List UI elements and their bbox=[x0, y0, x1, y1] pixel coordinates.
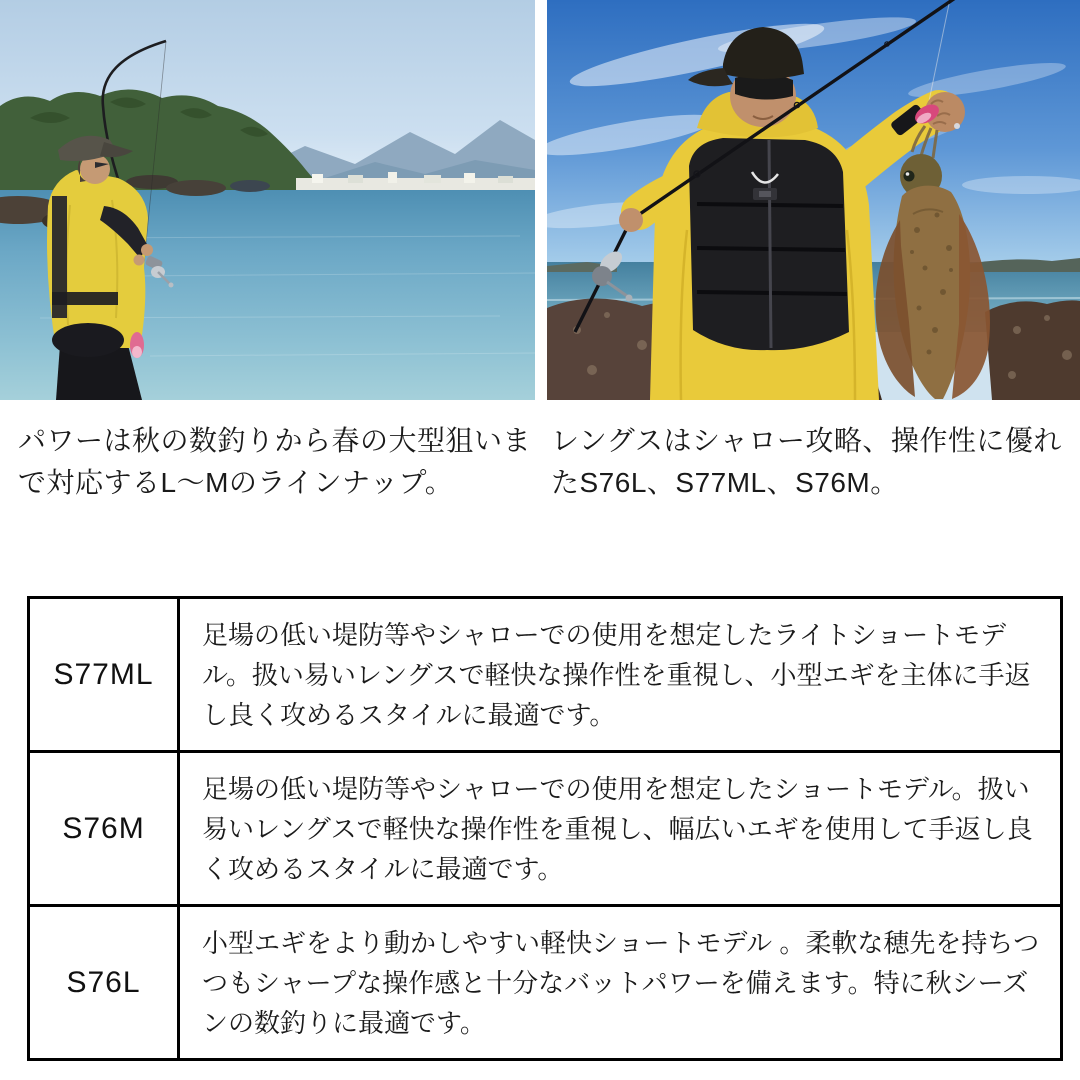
photo-angler-casting bbox=[0, 0, 535, 400]
angler-with-squid-illustration bbox=[547, 0, 1080, 400]
model-name-cell: S77ML bbox=[29, 598, 179, 752]
egi-lure bbox=[130, 332, 144, 358]
model-description-cell: 足場の低い堤防等やシャローでの使用を想定したショートモデル。扱い易いレングスで軽快な操作性を重視し、幅広いエギを使用して手返し良く攻めるスタイルに最適です。 bbox=[179, 752, 1062, 906]
table-row bbox=[29, 752, 1062, 906]
model-description-cell: 足場の低い堤防等やシャローでの使用を想定したライトショートモデル。扱い易いレングスで軽快な操作性を重視し、小型エギを主体に手返し良く攻めるスタイルに最適です。 bbox=[179, 598, 1062, 752]
photo-row bbox=[0, 0, 1080, 400]
left-hand bbox=[619, 208, 643, 232]
table-row bbox=[29, 906, 1062, 1060]
caption-right: レングスはシャロー攻略、操作性に優れたS76L、S77ML、S76M。 bbox=[551, 425, 1062, 498]
photo-angler-with-squid bbox=[547, 0, 1080, 400]
angler-casting-illustration bbox=[0, 0, 535, 400]
model-name-cell: S76M bbox=[29, 752, 179, 906]
table-row bbox=[29, 598, 1062, 752]
model-description-cell: 小型エギをより動かしやすい軽快ショートモデル 。柔軟な穂先を持ちつつもシャープな操作感と十分なバットパワーを備えます。特に秋シーズンの数釣りに最適です。 bbox=[179, 906, 1062, 1060]
model-name-cell: S76L bbox=[29, 906, 179, 1060]
rod-spec-table bbox=[27, 596, 1063, 1061]
caption-left: パワーは秋の数釣りから春の大型狙いまで対応するL〜Mのラインナップ。 bbox=[18, 425, 532, 498]
